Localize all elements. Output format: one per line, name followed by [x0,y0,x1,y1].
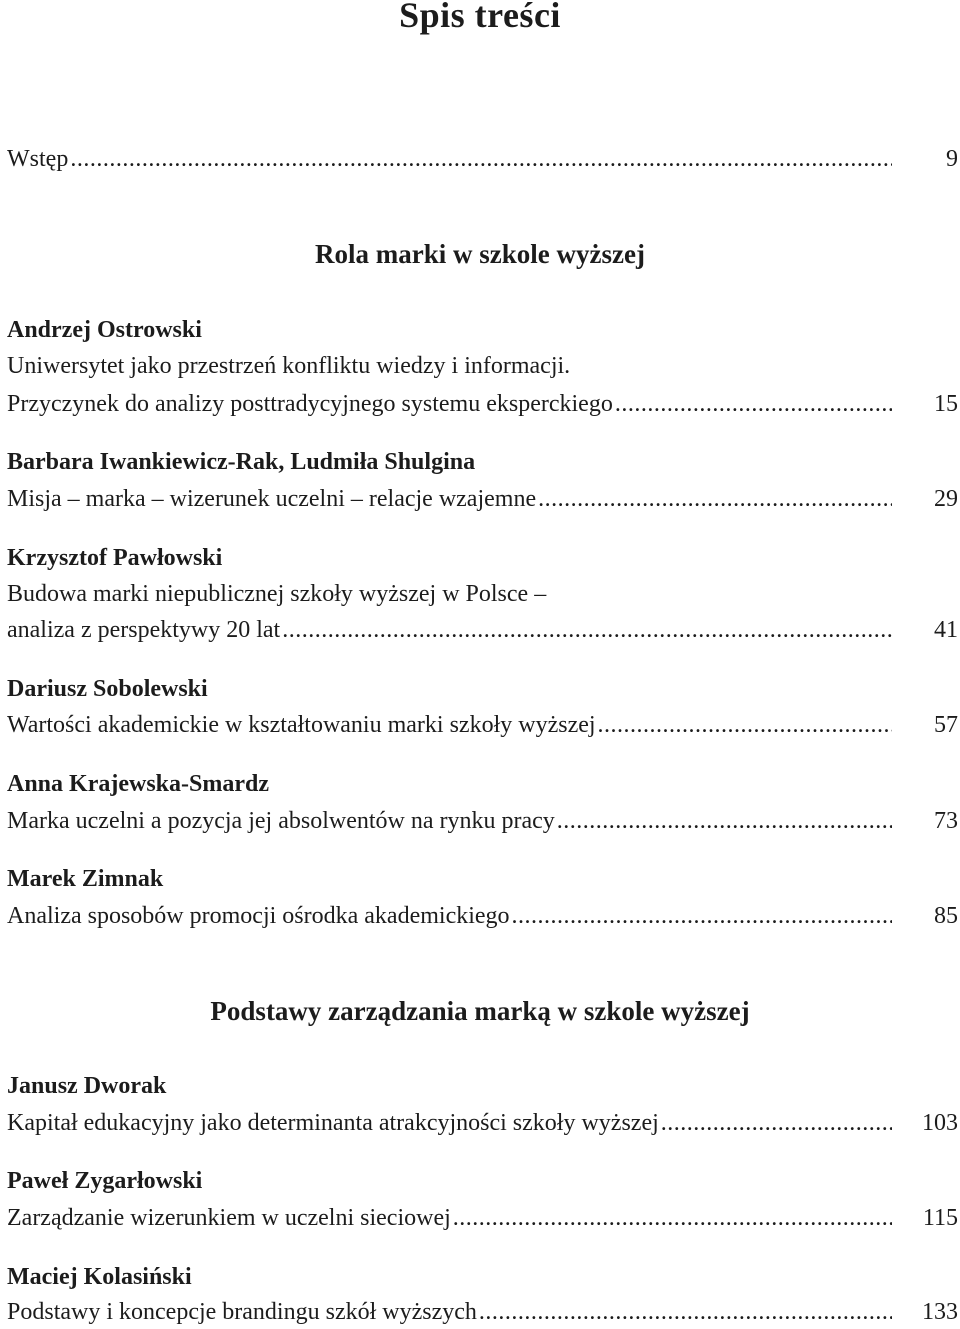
toc-page-number: 85 [934,903,958,929]
toc-entry-title-line [7,1110,892,1137]
leader-dots [512,903,892,930]
toc-entry-title-line [7,903,892,930]
toc-page-number: 115 [922,1205,958,1231]
toc-author: Anna Krajewska-Smardz [7,771,269,797]
toc-page-number: 133 [922,1299,958,1325]
leader-dots [661,1110,892,1137]
toc-entry-title-line [7,712,892,739]
toc-author: Krzysztof Pawłowski [7,545,223,571]
leader-dots [479,1299,892,1326]
toc-entry-title: Zarządzanie wizerunkiem w uczelni sieciowej [7,1205,451,1231]
leader-dots [282,617,892,644]
toc-entry-intro [7,146,892,173]
toc-entry-title-line [7,1205,892,1232]
toc-author: Janusz Dworak [7,1073,167,1099]
toc-page-number: 41 [934,617,958,643]
leader-dots [453,1205,892,1232]
toc-entry-title-line [7,617,892,644]
toc-entry-title: Misja – marka – wizerunek uczelni – relacje wzajemne [7,486,537,512]
leader-dots [70,146,892,173]
toc-page-number: 29 [934,486,958,512]
toc-author: Andrzej Ostrowski [7,317,202,343]
toc-entry-title: Uniwersytet jako przestrzeń konfliktu wiedzy i informacji. [7,353,571,379]
leader-dots [598,712,892,739]
toc-entry-title: Podstawy i koncepcje brandingu szkół wyższych [7,1299,477,1325]
toc-page-number: 15 [934,391,958,417]
toc-page-number: 57 [934,712,958,738]
section-title: Rola marki w szkole wyższej [315,239,645,269]
toc-author: Barbara Iwankiewicz-Rak, Ludmiła Shulgina [7,449,476,475]
toc-page-number: 103 [922,1110,958,1136]
toc-page-number: 9 [946,146,958,172]
toc-entry-title-line [7,391,892,418]
toc-entry-title: Wstęp [7,146,69,172]
toc-author: Paweł Zygarłowski [7,1168,203,1194]
section-title: Podstawy zarządzania marką w szkole wyższej [210,996,750,1026]
toc-entry-title: Wartości akademickie w kształtowaniu marki szkoły wyższej [7,712,596,738]
leader-dots [538,486,892,513]
leader-dots [557,808,892,835]
toc-page-number: 73 [934,808,958,834]
toc-author: Dariusz Sobolewski [7,676,208,702]
toc-entry-title: Analiza sposobów promocji ośrodka akademickiego [7,903,510,929]
toc-entry-title: Marka uczelni a pozycja jej absolwentów na rynku pracy [7,808,555,834]
toc-author: Marek Zimnak [7,866,164,892]
toc-entry-title: analiza z perspektywy 20 lat [7,617,281,643]
toc-entry-title-line [7,486,892,513]
page-title: Spis treści [399,0,561,35]
toc-entry-title: Budowa marki niepublicznej szkoły wyższej w Polsce – [7,581,547,607]
toc-author: Maciej Kolasiński [7,1264,192,1290]
toc-entry-title: Kapitał edukacyjny jako determinanta atrakcyjności szkoły wyższej [7,1110,659,1136]
toc-entry-title-line [7,1299,892,1326]
toc-entry-title-line [7,808,892,835]
toc-entry-title: Przyczynek do analizy posttradycyjnego systemu eksperckiego [7,391,613,417]
leader-dots [615,391,892,418]
